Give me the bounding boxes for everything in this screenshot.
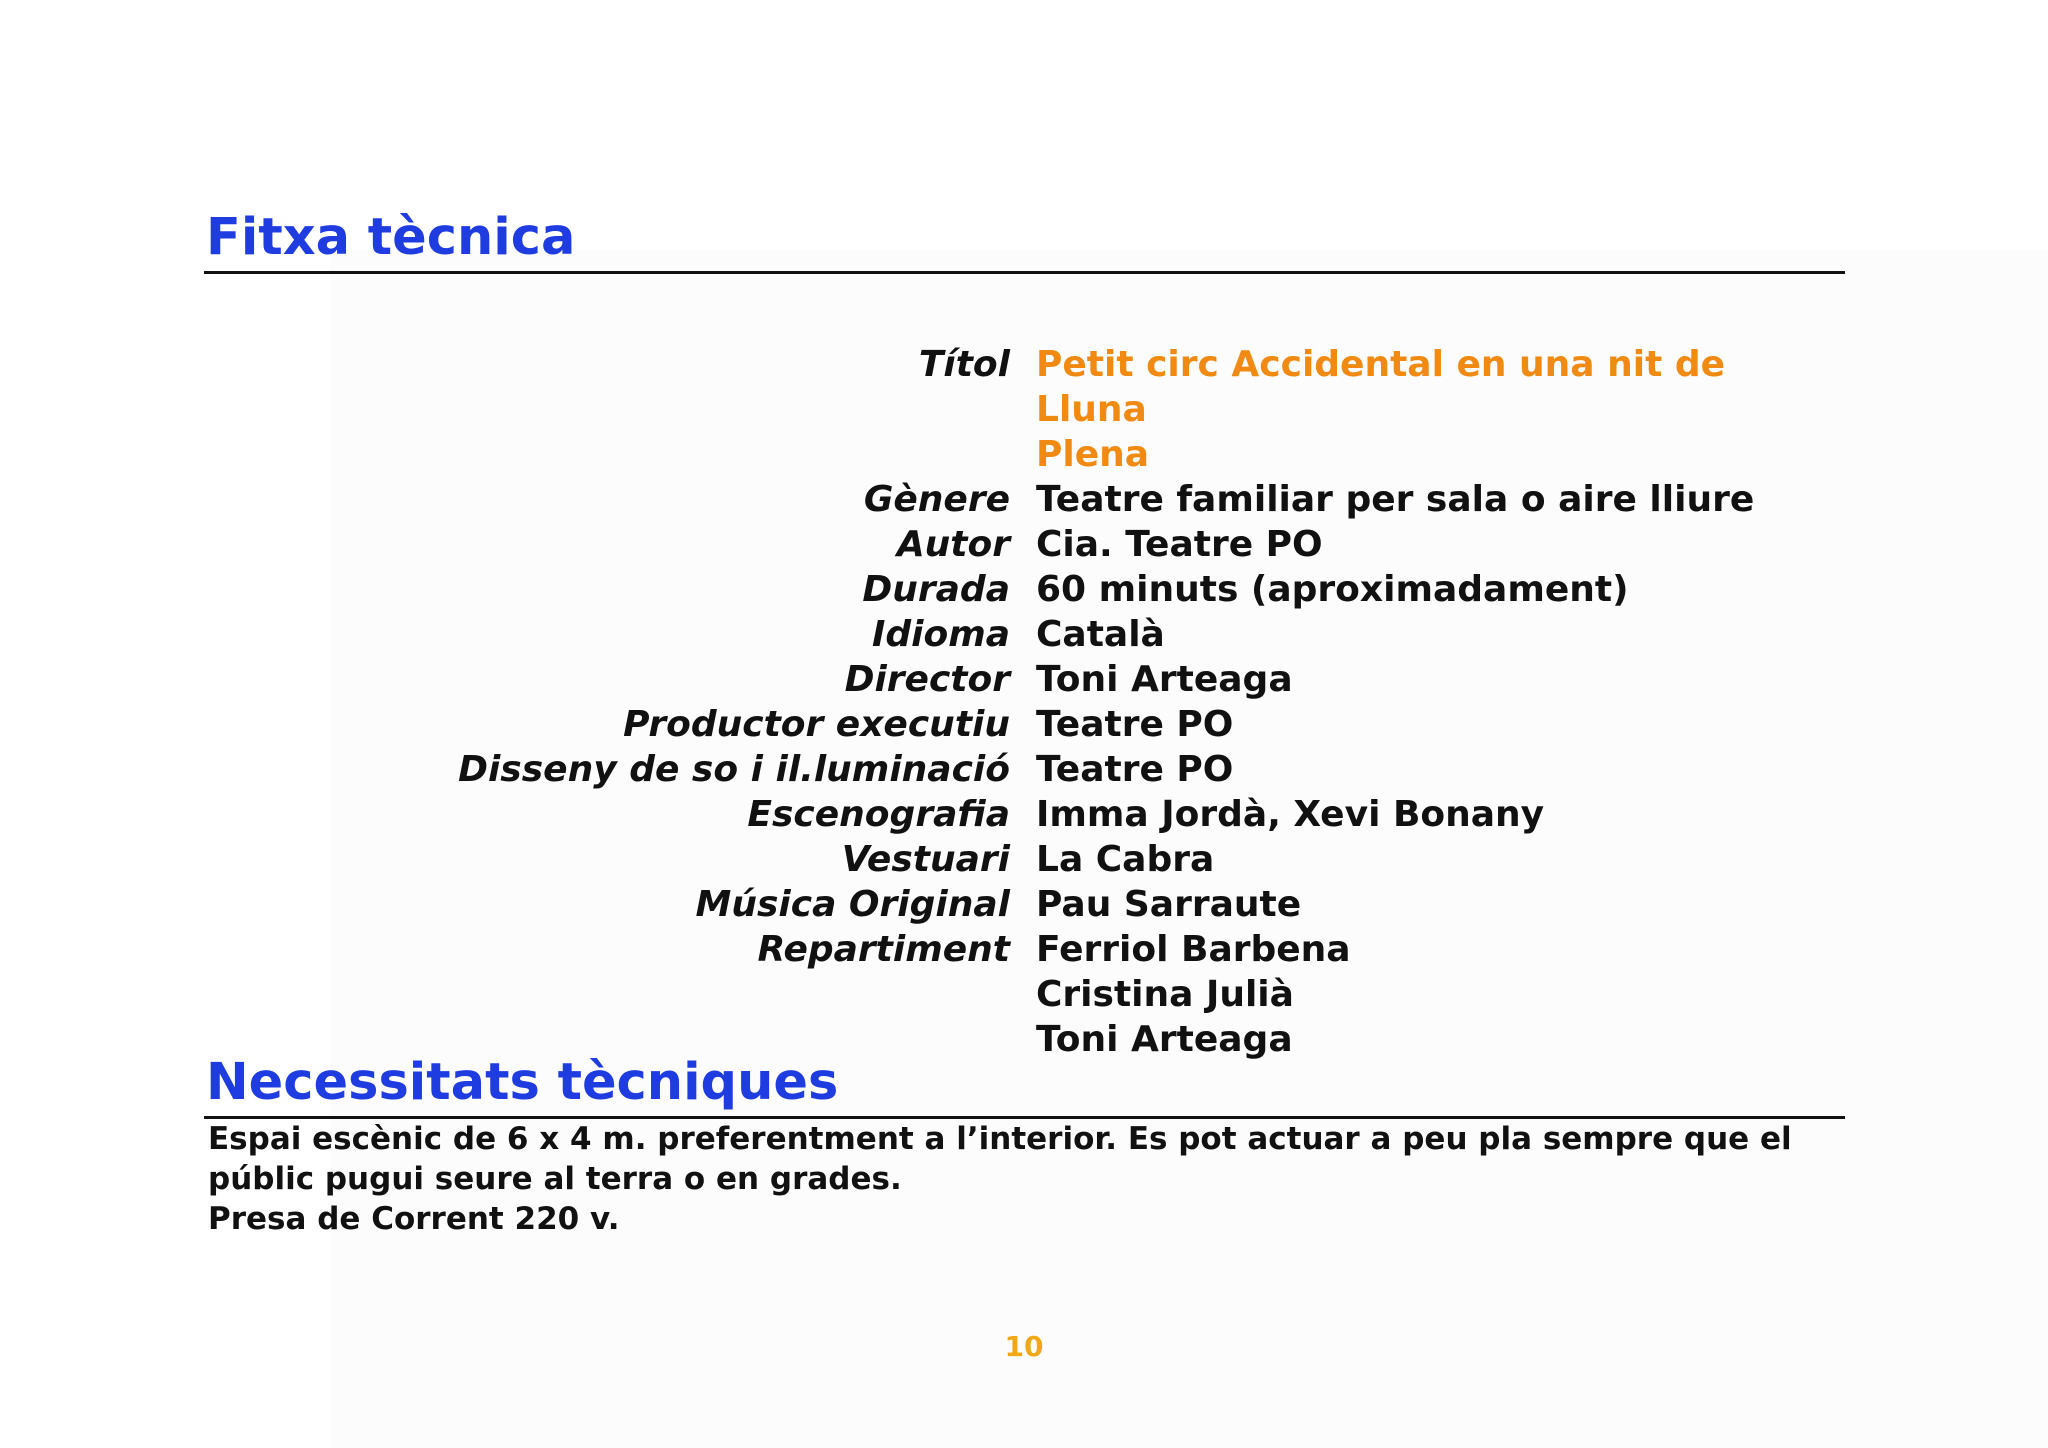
fitxa-value [1036,747,1796,792]
fitxa-value [1036,837,1796,882]
fitxa-row-disseny [440,747,1880,792]
fitxa-label: Productor executiu [623,704,1010,745]
fitxa-value [1036,522,1796,567]
fitxa-label: Repartiment [757,929,1010,970]
fitxa-value [1036,477,1796,522]
fitxa-value [1036,657,1796,702]
fitxa-value-line: Toni Arteaga [1036,1019,1293,1060]
fitxa-row-autor [440,522,1880,567]
fitxa-value-line: Imma Jordà, Xevi Bonany [1036,794,1545,835]
fitxa-row-durada [440,567,1880,612]
fitxa-value [1036,342,1796,477]
fitxa-value [1036,792,1796,837]
fitxa-value-line: La Cabra [1036,839,1215,880]
fitxa-value-line: Ferriol Barbena [1036,929,1351,970]
fitxa-value-line: Cristina Julià [1036,974,1294,1015]
fitxa-value-line: Petit circ Accidental en una nit de Lluna [1036,344,1726,430]
fitxa-row-vestuari [440,837,1880,882]
fitxa-label: Autor [896,524,1010,565]
fitxa-label: Música Original [695,884,1010,925]
fitxa-value-line: 60 minuts (aproximadament) [1036,569,1629,610]
page-number: 10 [1004,1330,1044,1363]
fitxa-value-line: Teatre familiar per sala o aire lliure [1036,479,1755,520]
fitxa-value [1036,702,1796,747]
fitxa-value [1036,612,1796,657]
fitxa-value-line: Pau Sarraute [1036,884,1302,925]
fitxa-value [1036,882,1796,927]
fitxa-value [1036,567,1796,612]
fitxa-label: Director [844,659,1010,700]
fitxa-row-escenografia [440,792,1880,837]
fitxa-row-musica [440,882,1880,927]
fitxa-table [440,342,1880,1062]
fitxa-row-productor [440,702,1880,747]
fitxa-value-line: Teatre PO [1036,704,1234,745]
necessitats-paragraph: Espai escènic de 6 x 4 m. preferentment a l’interior. Es pot actuar a peu pla sempre que el públic pugui seure al terra o en grades. [208,1121,1792,1197]
fitxa-label: Idioma [871,614,1010,655]
fitxa-row-genere [440,477,1880,522]
fitxa-row-idioma [440,612,1880,657]
fitxa-tecnica-heading: Fitxa tècnica [206,208,576,267]
fitxa-row-director [440,657,1880,702]
fitxa-value-line: Plena [1036,434,1150,475]
necessitats-paragraph: Presa de Corrent 220 v. [208,1201,620,1237]
fitxa-label: Vestuari [841,839,1010,880]
fitxa-value-line: Teatre PO [1036,749,1234,790]
fitxa-label: Gènere [863,479,1010,520]
fitxa-label: Escenografia [747,794,1010,835]
necessitats-tecniques-heading: Necessitats tècniques [206,1053,839,1112]
heading-divider [204,271,1845,274]
fitxa-label: Durada [862,569,1010,610]
fitxa-value-line: Toni Arteaga [1036,659,1293,700]
necessitats-body [208,1119,1838,1239]
fitxa-value [1036,927,1796,1062]
fitxa-row-repartiment [440,927,1880,1062]
fitxa-row-titol [440,342,1880,477]
fitxa-value-line: Català [1036,614,1165,655]
fitxa-label: Disseny de so i il.luminació [458,749,1010,790]
fitxa-label: Títol [918,344,1010,385]
fitxa-value-line: Cia. Teatre PO [1036,524,1323,565]
